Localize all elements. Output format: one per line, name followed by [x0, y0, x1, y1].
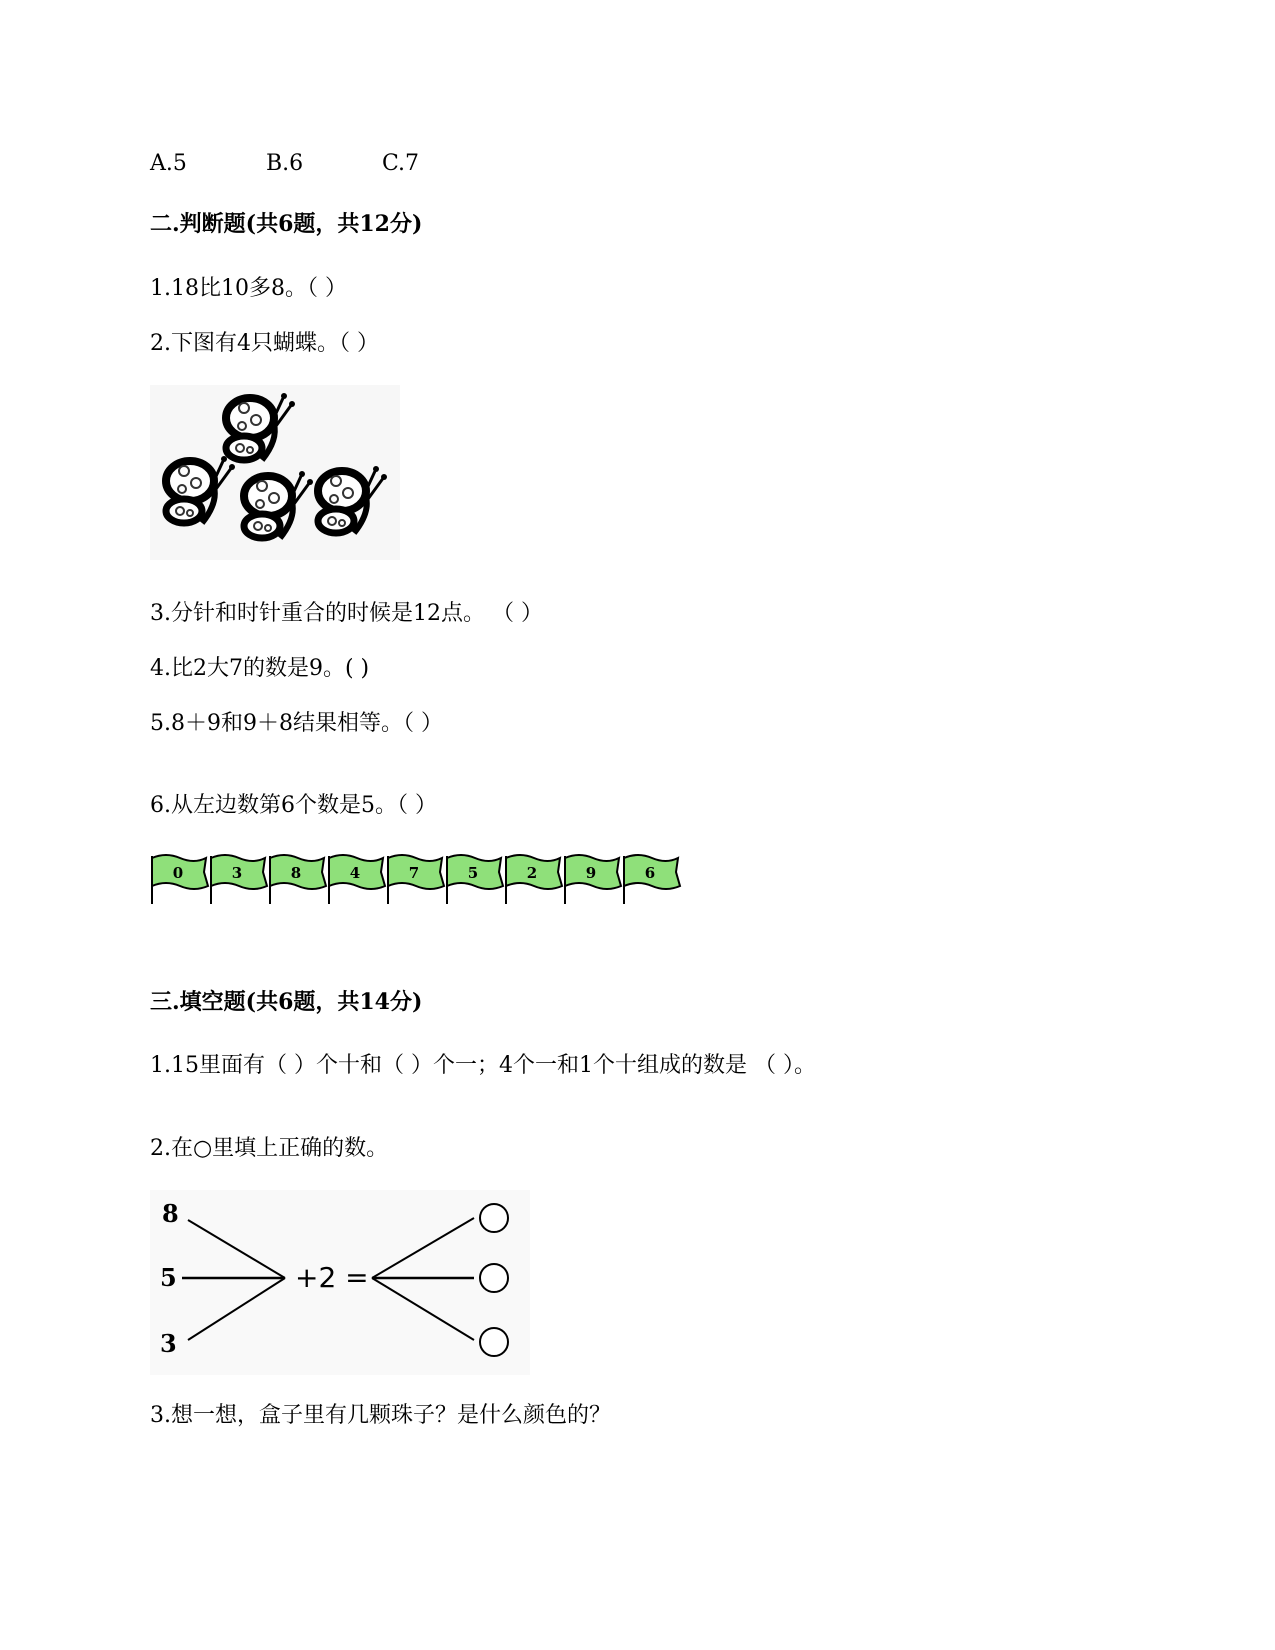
s2-question-2: 2.下图有4只蝴蝶。（ ）	[150, 331, 379, 356]
diagram-input-8: 8	[162, 1199, 179, 1228]
choice-b: B.6	[266, 151, 304, 176]
flag	[152, 855, 208, 904]
s2-question-6: 6.从左边数第6个数是5。（ ）	[150, 793, 437, 818]
section2-heading: 二.判断题(共6题，共12分)	[150, 211, 423, 237]
flag-number: 6	[644, 864, 656, 882]
flag-number: 4	[349, 864, 361, 882]
flag-number: 9	[585, 864, 597, 882]
answer-circle[interactable]	[480, 1264, 508, 1292]
choice-c: C.7	[382, 151, 420, 176]
answer-choices	[150, 150, 450, 178]
butterflies-figure	[150, 385, 400, 560]
flag-number: 5	[467, 864, 479, 882]
flag-number: 2	[526, 864, 538, 882]
section3-heading: 三.填空题(共6题，共14分)	[150, 989, 423, 1015]
answer-circle[interactable]	[480, 1328, 508, 1356]
flag	[447, 855, 503, 904]
flag-number: 0	[172, 864, 184, 882]
flag	[211, 855, 267, 904]
choice-a: A.5	[150, 151, 187, 176]
flags-row	[150, 852, 690, 924]
s3-question-1: 1.15里面有（ ）个十和（ ）个一；4个一和1个十组成的数是 （ ）。	[150, 1053, 816, 1078]
answer-circle[interactable]	[480, 1204, 508, 1232]
flag	[565, 855, 621, 904]
s2-question-1: 1.18比10多8。（ ）	[150, 276, 347, 301]
s3-question-3: 3.想一想，盒子里有几颗珠子？是什么颜色的？	[150, 1403, 611, 1428]
addition-diagram	[150, 1190, 530, 1375]
flag	[329, 855, 385, 904]
flag	[270, 855, 326, 904]
flag	[506, 855, 562, 904]
flag	[624, 855, 680, 904]
flag-number: 7	[408, 864, 420, 882]
flag-number: 8	[290, 864, 302, 882]
s2-question-4: 4.比2大7的数是9。( )	[150, 656, 370, 681]
diagram-input-3: 3	[160, 1329, 177, 1358]
s2-question-5: 5.8＋9和9＋8结果相等。（ ）	[150, 711, 443, 736]
s3-question-2: 2.在○里填上正确的数。	[150, 1136, 389, 1161]
diagram-operator: +2 =	[295, 1261, 369, 1294]
flag	[388, 855, 444, 904]
diagram-input-5: 5	[160, 1263, 177, 1292]
s2-question-3: 3.分针和时针重合的时候是12点。 （ ）	[150, 601, 543, 626]
flag-number: 3	[231, 864, 243, 882]
